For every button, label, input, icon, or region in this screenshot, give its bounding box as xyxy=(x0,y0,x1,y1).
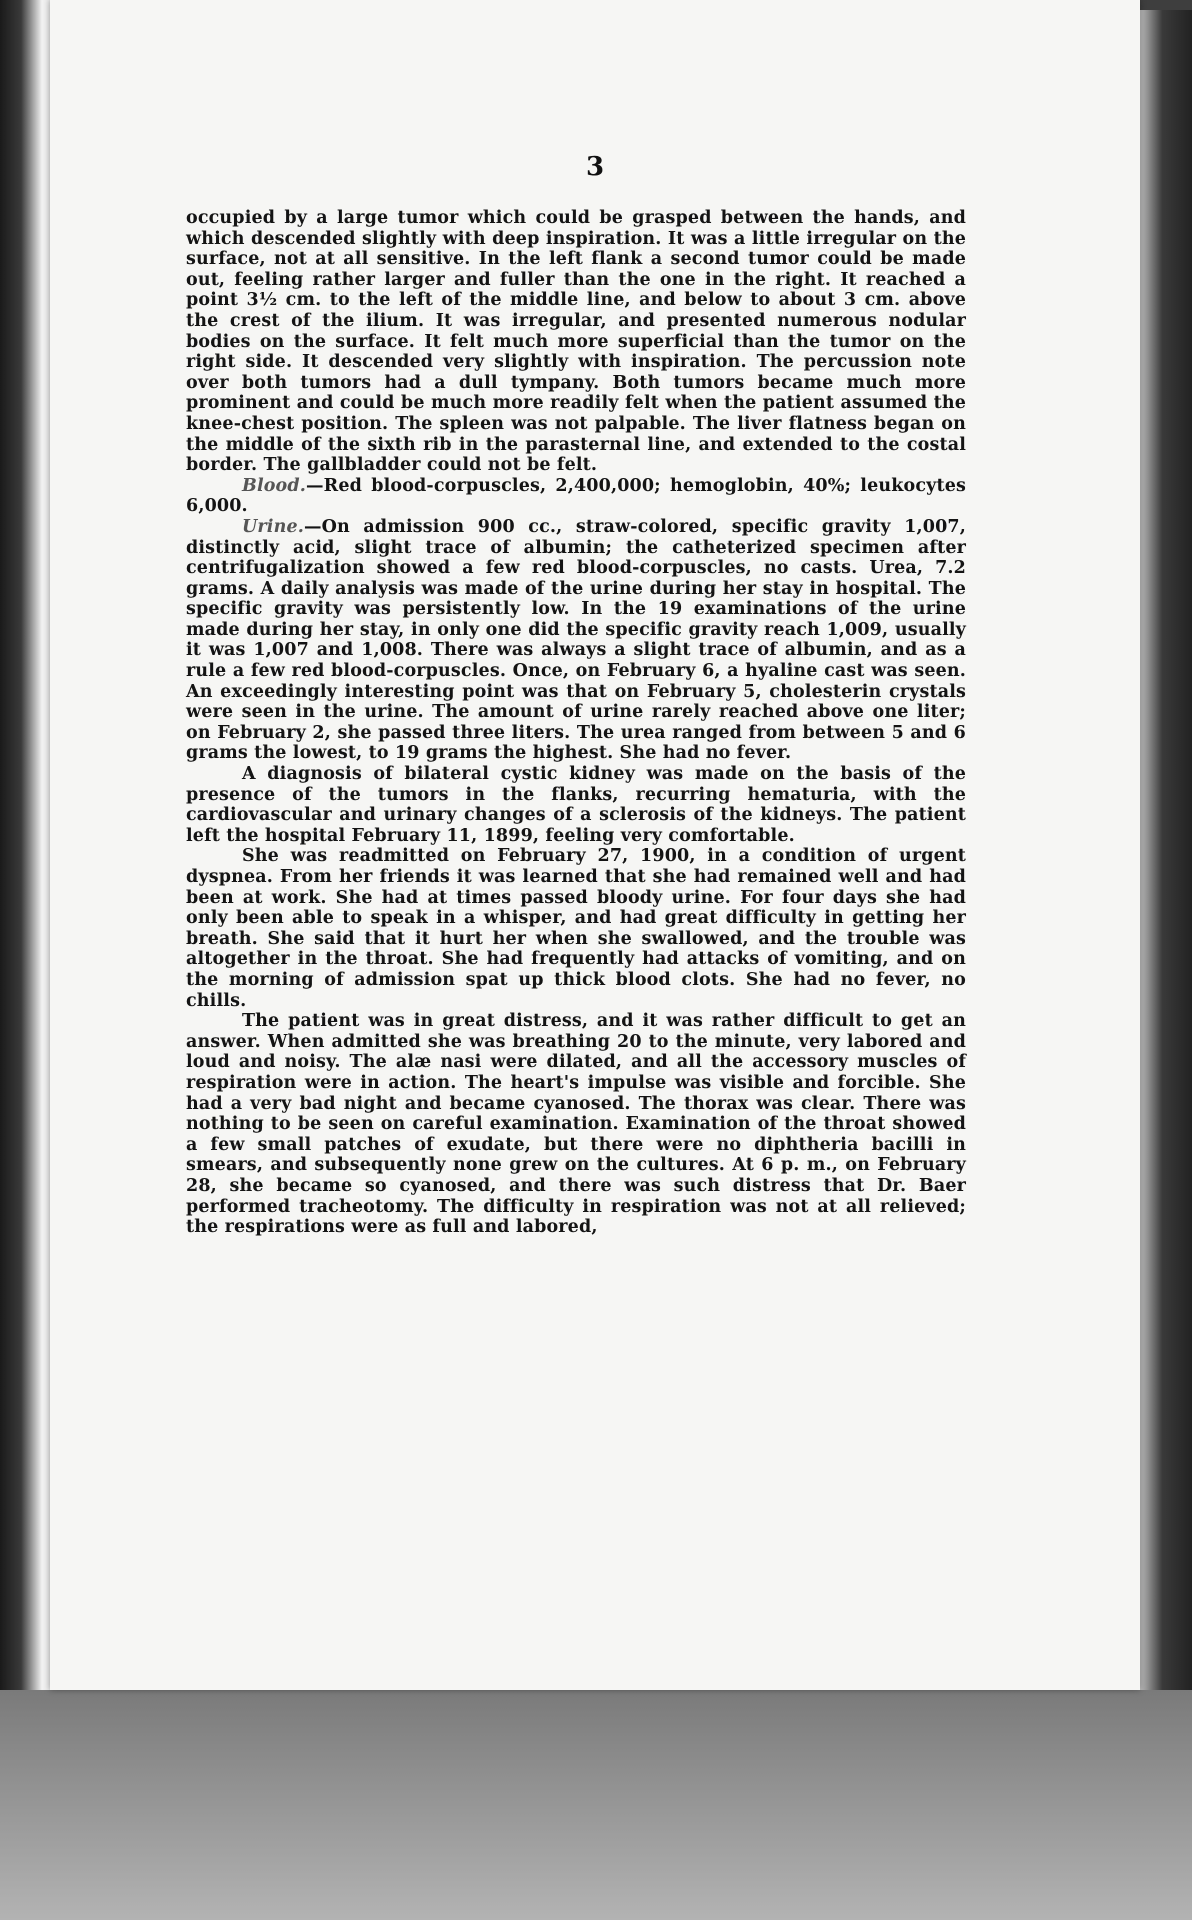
paragraph-text: She was readmitted on February 27, 1900, in a condition of urgent dyspnea. From her friends it was learned that she had remained well and had been at work. She had at times passed bloody urine. For four days she had only been able to speak in a whisper, and had great difficulty in getting her breath. She said that it hurt her when she swallowed, and the trouble was altogether in the throat. She had frequently had attacks of vomiting, and on the morning of admission spat up thick blood clots. She had no fever, no chills. xyxy=(186,846,966,1011)
scan-bottom-margin xyxy=(0,1690,1192,1920)
paragraph-text: —On admission 900 cc., straw-colored, specific gravity 1,007, distinctly acid, slight trace of albumin; the catheterized specimen after centrifugalization showed a few red blood-corpuscles, no casts. Urea, 7.2 grams. A daily analysis was made of the urine during her stay in hospital. The specific gravity was persistently low. In the 19 examinations of the urine made during her stay, in only one did the specific gravity reach 1,009, usually it was 1,007 and 1,008. There was always a slight trace of albumin, and as a rule a few red blood-corpuscles. Once, on February 6, a hyaline cast was seen. An exceedingly interesting point was that on February 5, cholesterin crystals were seen in the urine. The amount of urine rarely reached above one liter; on February 2, she passed three liters. The urea ranged from between 5 and 6 grams the lowest, to 19 grams the highest. She had no fever. xyxy=(186,516,966,764)
page-number: 3 xyxy=(585,152,605,182)
paragraph-text: occupied by a large tumor which could be grasped between the hands, and which descended slightly with deep inspiration. It was a little irregular on the surface, not at all sensitive. In the left flank a second tumor could be made out, feeling rather larger and fuller than the one in the right. It reached a point 3½ cm. to the left of the middle line, and below to about 3 cm. above the crest of the ilium. It was irregular, and presented numerous nodular bodies on the surface. It felt much more superficial than the tumor on the right side. It descended very slightly with inspiration. The percussion note over both tumors had a dull tympany. Both tumors became much more prominent and could be much more readily felt when the patient assumed the knee-chest position. The spleen was not palpable. The liver flatness began on the middle of the sixth rib in the parasternal line, and extended to the costal border. The gallbladder could not be felt. xyxy=(186,208,966,476)
document-page xyxy=(50,0,1140,1690)
paragraph-text: The patient was in great distress, and it was rather difficult to get an answer. When admitted she was breathing 20 to the minute, very labored and loud and noisy. The alæ nasi were dilated, and all the accessory muscles of respiration were in action. The heart's impulse was visible and forcible. She had a very bad night and became cyanosed. The thorax was clear. There was nothing to be seen on careful examination. Examination of the throat showed a few small patches of exudate, but there were no diphtheria bacilli in smears, and subsequently none grew on the cultures. At 6 p. m., on February 28, she became so cyanosed, and there was such distress that Dr. Baer performed tracheotomy. The difficulty in respiration was not at all relieved; the respirations were as full and labored, xyxy=(186,1011,966,1238)
paragraph-blood xyxy=(186,476,966,517)
paragraph-1 xyxy=(186,208,966,476)
paragraph-text: A diagnosis of bilateral cystic kidney was made on the basis of the presence of the tumors in the flanks, recurring hematuria, with the cardiovascular and urinary changes of a sclerosis of the kidneys. The patient left the hospital February 11, 1899, feeling very comfortable. xyxy=(186,764,966,846)
body-text xyxy=(186,208,966,1238)
run-in-heading: Urine. xyxy=(242,516,304,537)
paragraph-diagnosis xyxy=(186,764,966,846)
paragraph-urine xyxy=(186,517,966,764)
run-in-heading: Blood. xyxy=(242,475,307,496)
paragraph-text: —Red blood-corpuscles, 2,400,000; hemoglobin, 40%; leukocytes 6,000. xyxy=(186,475,966,517)
paragraph-readmission xyxy=(186,846,966,1011)
paragraph-distress xyxy=(186,1011,966,1238)
